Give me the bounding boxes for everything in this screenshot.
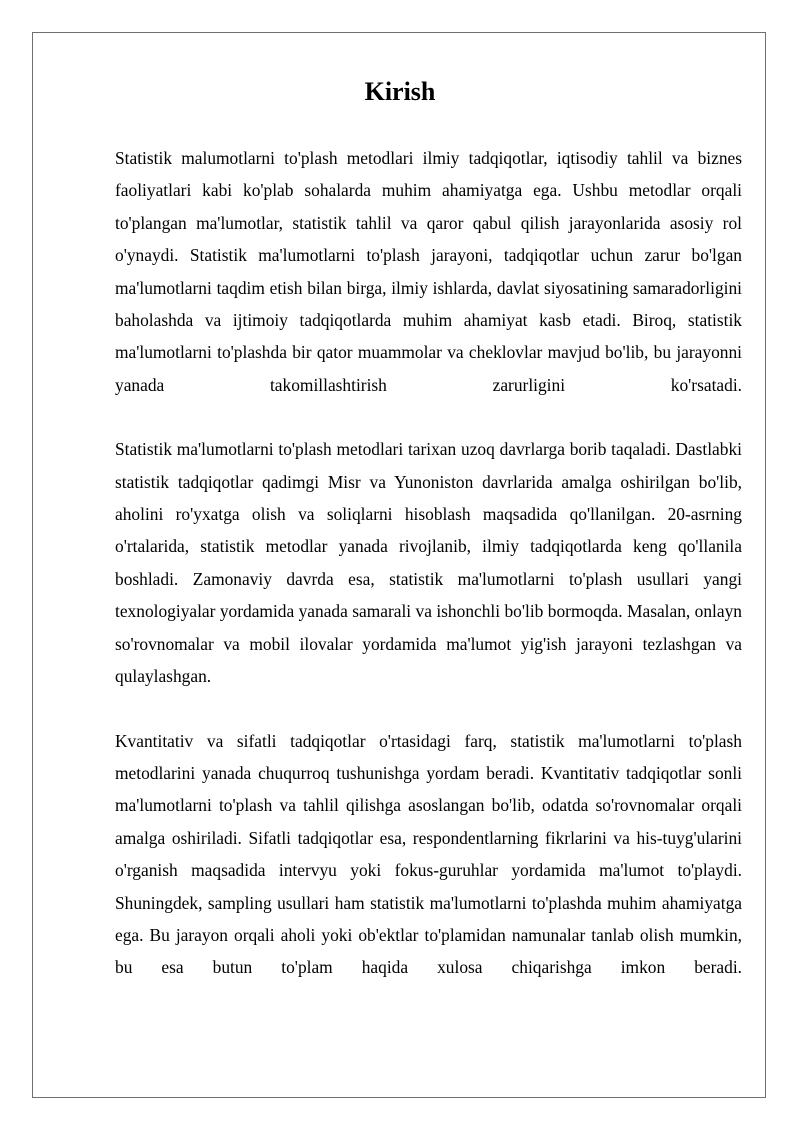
paragraph-history: Statistik ma'lumotlarni to'plash metodlari tarixan uzoq davrlarga borib taqaladi. Dastlabki statistik tadqiqotlar qadimgi Misr va Yunoniston davrlarida amalga oshirilgan bo'lib, aholini ro'yxatga olish va soliqlarni hisoblash maqsadida qo'llanilgan. 20-asrning o'rtalarida, statistik metodlar yanada rivojlanib, ilmiy tadqiqotlarda keng qo'llanila boshladi. Zamonaviy davrda esa, statistik ma'lumotlarni to'plash usullari yangi texnologiyalar yordamida yanada samarali va ishonchli bo'lib bormoqda. Masalan, onlayn so'rovnomalar va mobil ilovalar yordamida ma'lumot yig'ish jarayoni tezlashgan va qulaylashgan. xyxy=(115,439,742,687)
document-title: Kirish xyxy=(364,77,436,106)
document-body xyxy=(115,142,742,1016)
paragraph-methods: Kvantitativ va sifatli tadqiqotlar o'rtasidagi farq, statistik ma'lumotlarni to'plash metodlarini yanada chuqurroq tushunishga yordam beradi. Kvantitativ tadqiqotlar sonli ma'lumotlarni to'plash va tahlil qilishga asoslangan bo'lib, odatda so'rovnomalar orqali amalga oshiriladi. Sifatli tadqiqotlar esa, respondentlarning fikrlarini va his-tuyg'ularini o'rganish maqsadida intervyu yoki fokus-guruhlar yordamida ma'lumot to'playdi. Shuningdek, sampling usullari ham statistik ma'lumotlarni to'plashda muhim ahamiyatga ega. Bu jarayon orqali aholi yoki ob'ektlar to'plamidan namunalar tanlab olish mumkin, bu esa butun to'plam haqida xulosa chiqarishga imkon beradi. xyxy=(115,730,742,978)
paragraph-intro: Statistik malumotlarni to'plash metodlari ilmiy tadqiqotlar, iqtisodiy tahlil va biznes faoliyatlari kabi ko'plab sohalarda muhim ahamiyatga ega. Ushbu metodlar orqali to'plangan ma'lumotlar, statistik tahlil va qaror qabul qilish jarayonlarida asosiy rol o'ynaydi. Statistik ma'lumotlarni to'plash jarayoni, tadqiqotlar uchun zarur bo'lgan ma'lumotlarni taqdim etish bilan birga, ilmiy ishlarda, davlat siyosatining samaradorligini baholashda va ijtimoiy tadqiqotlarda muhim ahamiyat kasb etadi. Biroq, statistik ma'lumotlarni to'plashda bir qator muammolar va cheklovlar mavjud bo'lib, bu jarayonni yanada takomillashtirish zarurligini ko'rsatadi. xyxy=(115,148,742,395)
